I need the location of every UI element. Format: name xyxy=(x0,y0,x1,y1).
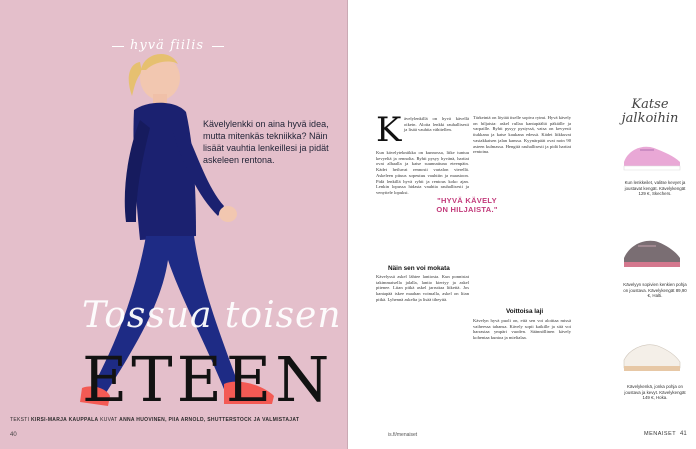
shoe-caption-3: Kävelykenkä, jonka pohja on joustava ja kevyt. Kävelykengät 149 €, Hoka. xyxy=(624,384,686,400)
body-paragraph: Kävelyssä askel lähtee lantiosta. Kun ponnistat takimmaisella jalalla, lantio kiertyy ja askel pitenee. Liian pitkä askel jarruttaa liikettä. Jos kantapää iskee maahan voimalla, askel on liian pitkä. Lyhennä askelta ja lisää tiheyttä. xyxy=(376,274,469,302)
sidebar-title: Katse jalkoihin xyxy=(621,97,679,126)
kicker: hyvä fiilis xyxy=(130,38,205,53)
pull-quote: "HYVÄ KÄVELY ON HILJAISTA." xyxy=(436,196,498,214)
intro-text: Kävelylenkki on aina hyvä idea, mutta mitenkäs tekniikka? Näin lisäät vauhtia lenkeillesi ja pidät askeleen rentona. xyxy=(203,119,329,165)
shoe-white-icon xyxy=(620,336,684,376)
page-number-right: 41 xyxy=(680,431,687,437)
subhead-2: Voittoisa laji xyxy=(506,308,544,315)
credits-writer: KIRSI-MARJA KAUPPALA xyxy=(31,417,99,423)
subhead-1: Näin sen voi mokata xyxy=(388,265,450,272)
body-column-2b xyxy=(473,318,571,418)
credits-label-text: TEKSTI xyxy=(10,417,30,423)
footer-url: is.fi/menaiset xyxy=(388,432,418,438)
right-page xyxy=(348,0,696,449)
shoe-caption-1: Kun lenkkeilet, valitse kevyet ja joustavat kengät. Kävelykengät 129 €, Skechers. xyxy=(624,180,686,196)
credits xyxy=(10,417,299,423)
body-paragraph: Tärkeintä on löytää itselle sopiva rytmi. Hyvä kävely on hiljaista: askel rullaa kantapäältä päkiälle ja varpaille. Ryhti pysyy pystyssä, vatsa on kevyesti tiukkana ja katse kaukana edessä. Kädet liikkuvat vastakkaisen jalan kanssa. Kyynärpäät ovat noin 90 asteen kulmassa. Hengitä rauhallisesti ja pidä hartiat rentoina. xyxy=(473,115,571,155)
drop-cap: K xyxy=(376,110,402,150)
title-script: Tossua toisen xyxy=(82,295,342,336)
body-column-1b xyxy=(376,274,469,414)
shoe-sidebar xyxy=(592,0,696,449)
footer-magazine: MENAISET xyxy=(644,431,677,437)
credits-label-photos: KUVAT xyxy=(100,417,118,423)
body-column-2 xyxy=(473,115,571,185)
shoe-caption-2: Kävelyyn sopivien kenkien pohja on joustava. Kävelykengät 89,90 €, Halti. xyxy=(623,282,687,298)
credits-photographers: ANNA HUOVINEN, PIIA ARNOLD, SHUTTERSTOCK JA VALMISTAJAT xyxy=(119,417,300,423)
title-big: ETEEN xyxy=(82,343,334,416)
body-column-1 xyxy=(376,150,469,197)
page-number-left: 40 xyxy=(10,432,17,438)
body-paragraph: Kävelyn hyvä puoli on, että sen voi aloittaa missä vaiheessa tahansa. Kävely sopii kaikille ja sitä voi harrastaa ympäri vuoden. Säännöllinen kävely kohentaa kuntoa ja mielialaa. xyxy=(473,318,571,341)
shoe-grey-icon xyxy=(620,232,684,272)
body-paragraph: Kun kävelytekniikka on kunnossa, liike tuntuu kevyeltä ja rennolta. Ryhti pysyy hyvänä, hartiat ovat alhaalla ja katse suunnattuna eteenpäin. Kädet heiluvat rennosti vartalon vierellä. Askeleen pituus sopeutuu vauhtiin ja maastoon. Pidä lenkillä hyvä ryhti ja rentous koko ajan. Lenkin lopussa hidasta vauhtia rauhallisesti ja venyttele lopuksi. xyxy=(376,150,469,195)
shoe-pink-icon xyxy=(620,138,684,174)
lead-paragraph: ävelylenkillä on hyvä kävellä oikein. Aloita lenkki rauhallisesti ja lisää vauhtia vähitellen. xyxy=(404,116,469,133)
